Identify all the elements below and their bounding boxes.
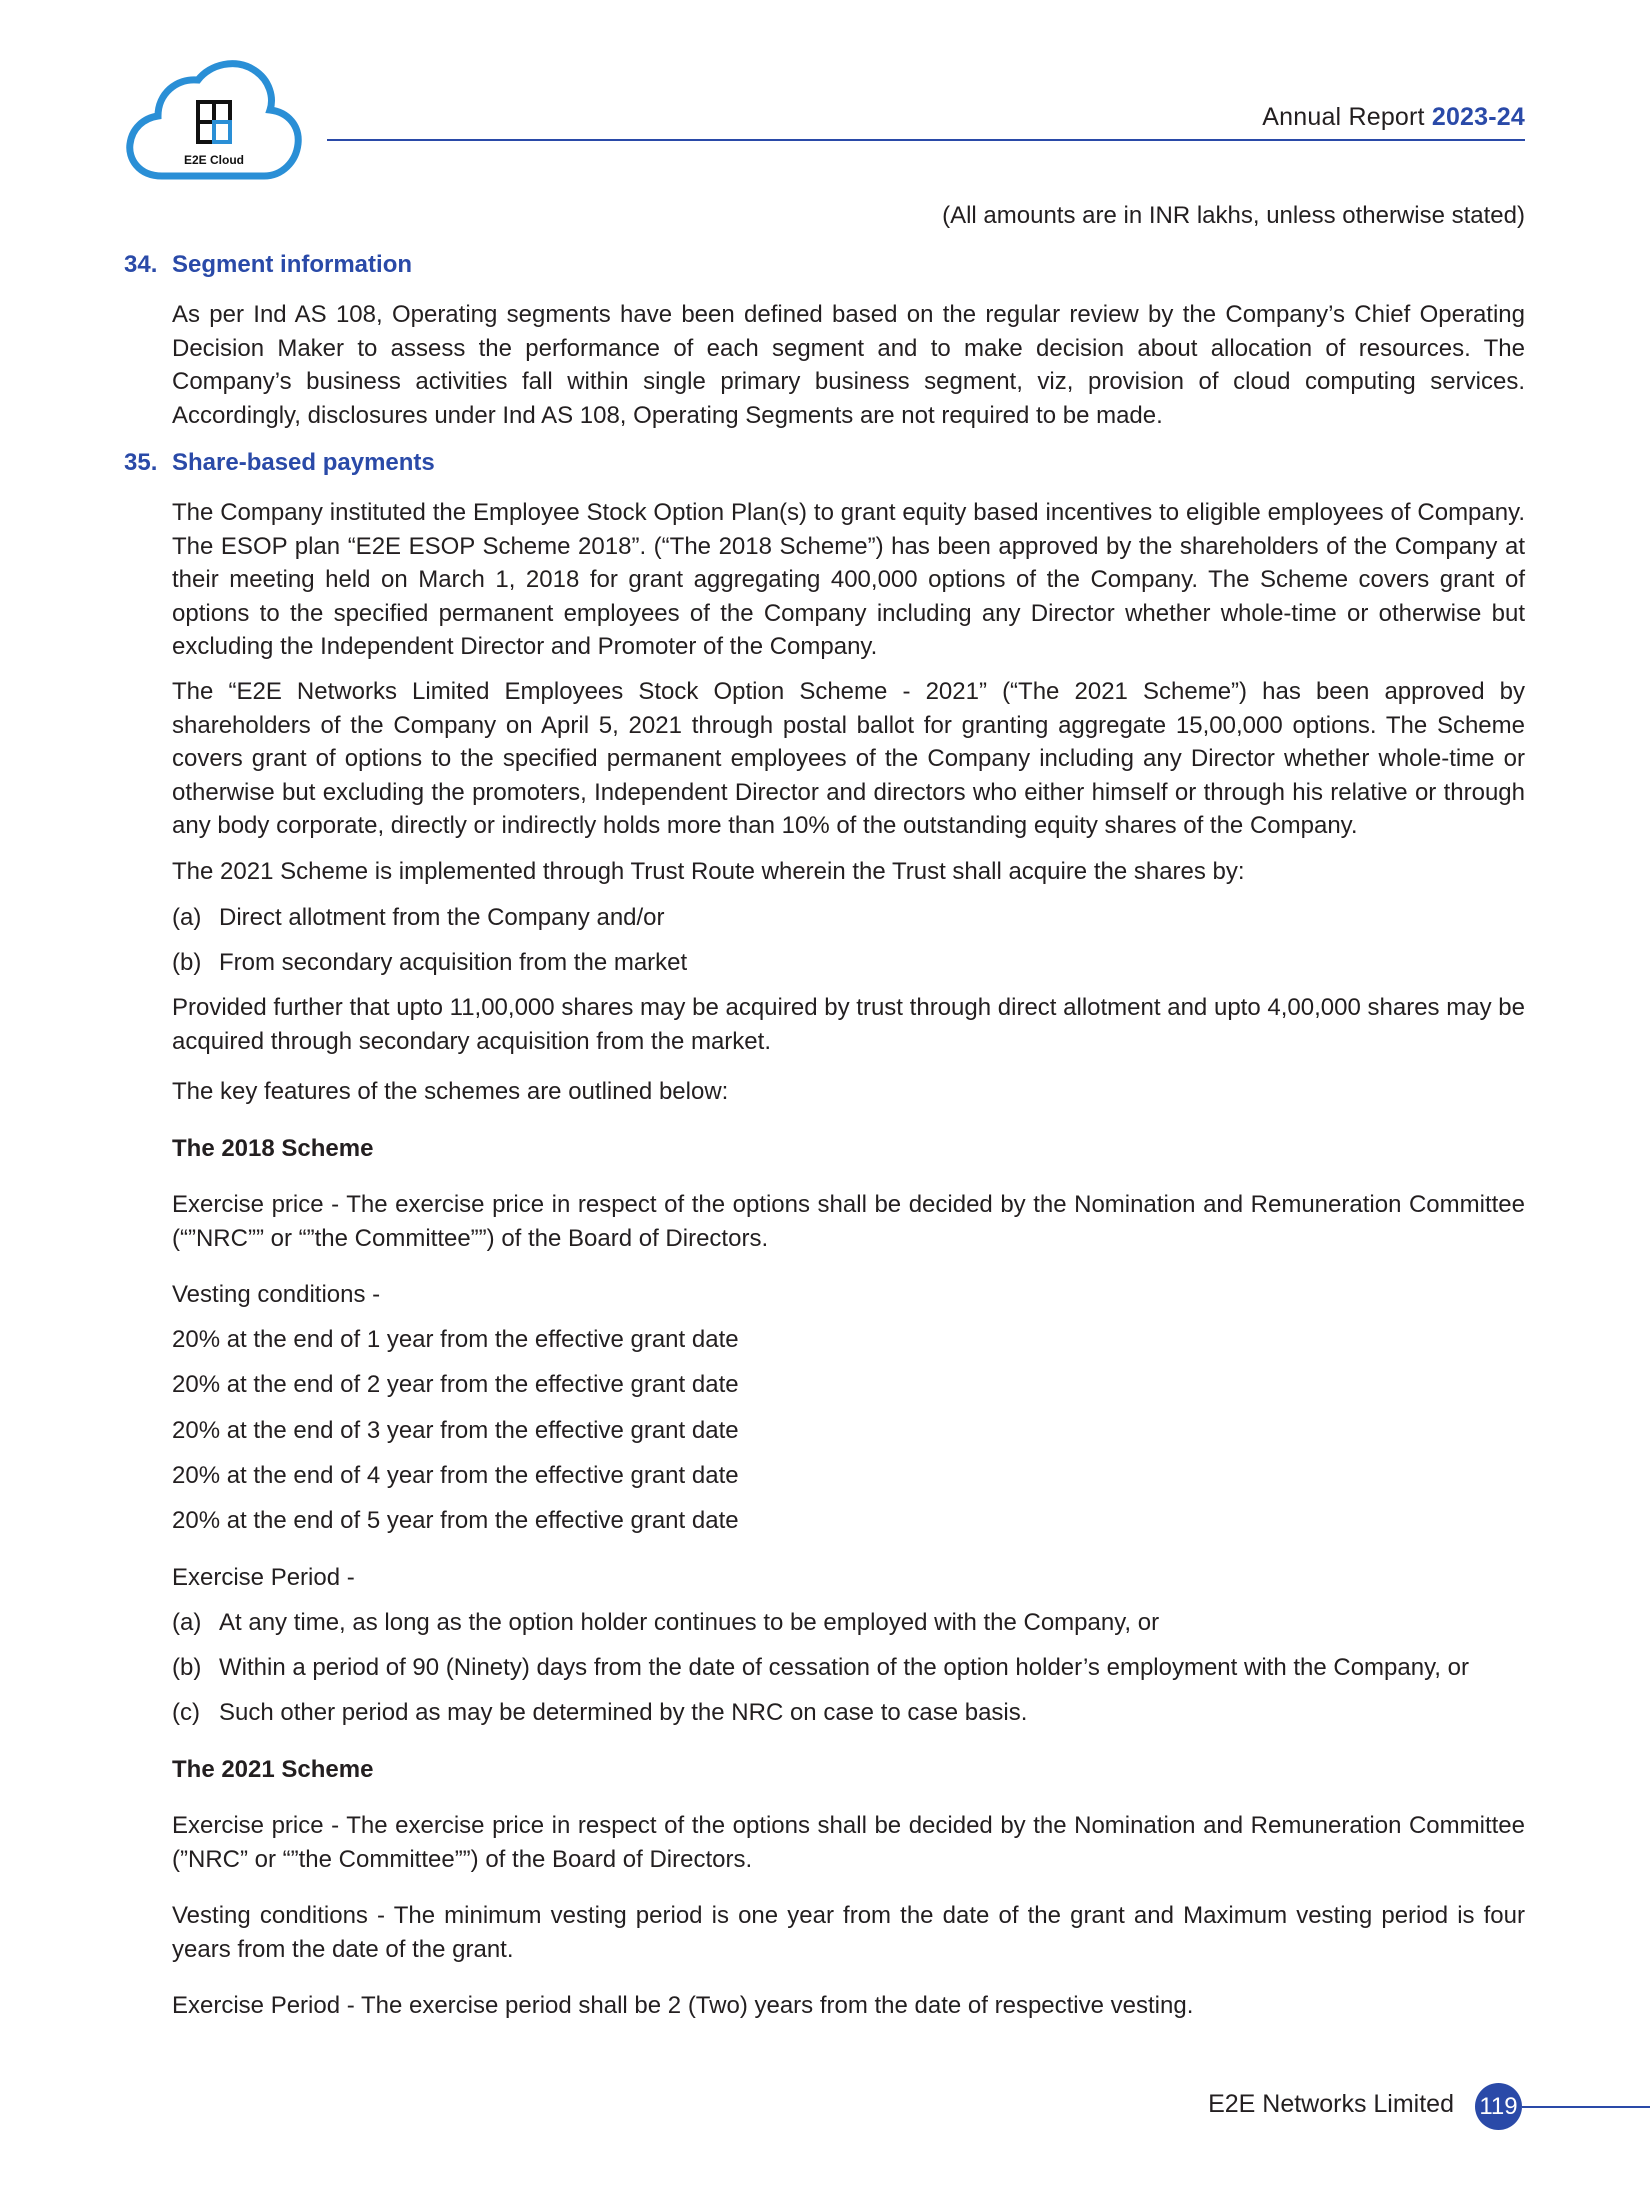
section-35-paragraph-2: The “E2E Networks Limited Employees Stock Option Scheme - 2021” (“The 2021 Scheme”) has been approved by shareholders of the Company on April 5, 2021 through postal ballot for granting aggregate 15,00,000 options. The Scheme covers grant of options to the specified permanent employees of the Company including any Director whether whole-time or otherwise but excluding the promoters, Independent Director and directors who either himself or through his relative or through any body corporate, directly or indirectly holds more than 10% of the outstanding equity shares of the Company. <box>172 678 1525 839</box>
vesting-item: 20% at the end of 1 year from the effective grant date <box>172 1326 739 1353</box>
scheme-2018-exercise-period-label: Exercise Period - <box>172 1564 355 1591</box>
section-35-paragraph-3: The 2021 Scheme is implemented through Trust Route wherein the Trust shall acquire the shares by: <box>172 858 1245 885</box>
scheme-2018-heading: The 2018 Scheme <box>172 1135 374 1162</box>
scheme-2018-vesting-label: Vesting conditions - <box>172 1281 381 1308</box>
scheme-2021-vesting: Vesting conditions - The minimum vesting period is one year from the date of the grant and Maximum vesting period is four years from the date of the grant. <box>172 1902 1525 1963</box>
section-35-paragraph-4: Provided further that upto 11,00,000 shares may be acquired by trust through direct allotment and upto 4,00,000 shares may be acquired through secondary acquisition from the market. <box>172 994 1525 1055</box>
list-marker: (b) <box>172 1654 202 1681</box>
exercise-period-item <box>172 1654 1469 1682</box>
scheme-2021-exercise-price: Exercise price - The exercise price in respect of the options shall be decided by the Nomination and Remuneration Committee (”NRC” or “”the Committee””) of the Board of Directors. <box>172 1812 1525 1873</box>
vesting-item: 20% at the end of 3 year from the effective grant date <box>172 1417 739 1444</box>
page-number: 119 <box>1475 2083 1522 2130</box>
list-text: From secondary acquisition from the market <box>219 949 688 976</box>
list-text: Direct allotment from the Company and/or <box>219 904 665 931</box>
list-marker: (a) <box>172 904 202 931</box>
acquisition-item <box>172 949 687 977</box>
section-34-title: Segment information <box>172 251 413 278</box>
section-35-paragraph-5: The key features of the schemes are outlined below: <box>172 1078 729 1105</box>
exercise-period-item <box>172 1699 1027 1727</box>
section-35-title: Share-based payments <box>172 449 435 476</box>
report-title-prefix: Annual Report <box>1262 103 1432 131</box>
report-year: 2023-24 <box>1431 103 1525 131</box>
list-marker: (c) <box>172 1699 200 1726</box>
cloud-logo-icon <box>124 58 304 186</box>
scheme-2021-heading: The 2021 Scheme <box>172 1756 374 1783</box>
section-34-number: 34. <box>124 251 158 278</box>
section-34-paragraph: As per Ind AS 108, Operating segments have been defined based on the regular review by the Company’s Chief Operating Decision Maker to assess the performance of each segment and to make decision about allocation of resources. The Company’s business activities fall within single primary business segment, viz, provision of cloud computing services. Accordingly, disclosures under Ind AS 108, Operating Segments are not required to be made. <box>172 301 1525 429</box>
list-text: Within a period of 90 (Ninety) days from the date of cessation of the option holder’s employment with the Company, or <box>219 1654 1469 1681</box>
vesting-item: 20% at the end of 5 year from the effective grant date <box>172 1507 739 1534</box>
footer-divider <box>1522 2106 1650 2108</box>
logo-text: E2E Cloud <box>183 153 245 167</box>
section-35-heading <box>124 449 435 477</box>
list-marker: (a) <box>172 1609 202 1636</box>
vesting-item: 20% at the end of 4 year from the effective grant date <box>172 1462 739 1489</box>
list-text: Such other period as may be determined by the NRC on case to case basis. <box>219 1699 1028 1726</box>
section-35-number: 35. <box>124 449 158 476</box>
amount-note: (All amounts are in INR lakhs, unless otherwise stated) <box>942 202 1525 229</box>
company-logo <box>124 58 304 186</box>
scheme-2018-exercise-price: Exercise price - The exercise price in respect of the options shall be decided by the Nomination and Remuneration Committee (“”NRC”” or “”the Committee””) of the Board of Directors. <box>172 1191 1525 1252</box>
acquisition-item <box>172 904 665 932</box>
vesting-item: 20% at the end of 2 year from the effective grant date <box>172 1371 739 1398</box>
report-title <box>1262 103 1525 132</box>
exercise-period-item <box>172 1609 1159 1637</box>
list-marker: (b) <box>172 949 202 976</box>
section-34-heading <box>124 251 412 279</box>
section-35-paragraph-1: The Company instituted the Employee Stock Option Plan(s) to grant equity based incentives to eligible employees of Company. The ESOP plan “E2E ESOP Scheme 2018”. (“The 2018 Scheme”) has been approved by the shareholders of the Company at their meeting held on March 1, 2018 for grant aggregating 400,000 options of the Company. The Scheme covers grant of options to the specified permanent employees of the Company including any Director whether whole-time or otherwise but excluding the Independent Director and Promoter of the Company. <box>172 499 1525 660</box>
list-text: At any time, as long as the option holder continues to be employed with the Company, or <box>219 1609 1160 1636</box>
scheme-2021-exercise-period: Exercise Period - The exercise period shall be 2 (Two) years from the date of respective vesting. <box>172 1992 1194 2019</box>
footer-company-name: E2E Networks Limited <box>1208 2090 1454 2118</box>
header-divider <box>327 139 1525 141</box>
